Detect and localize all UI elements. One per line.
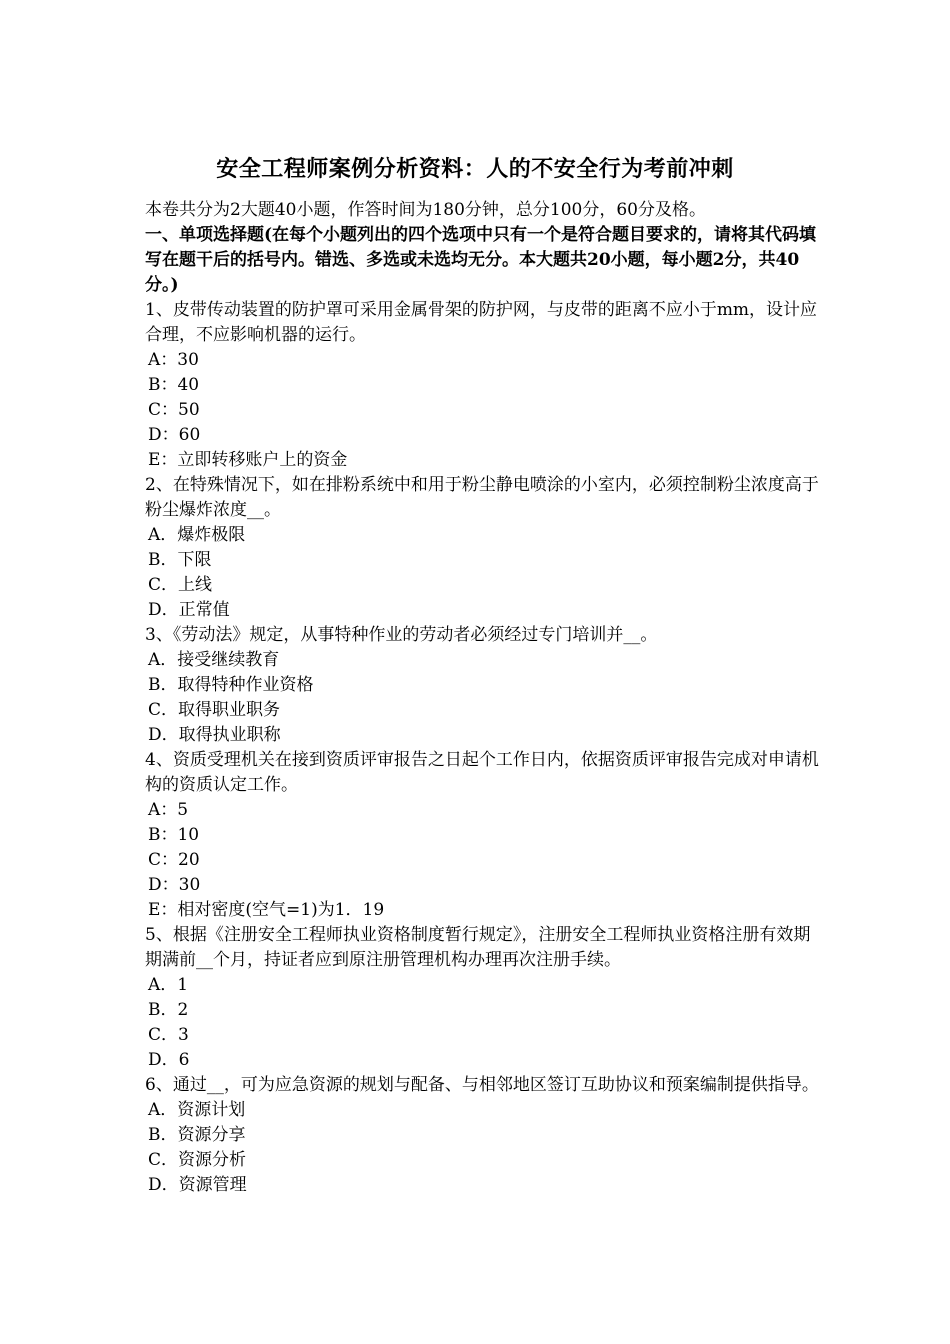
question-6 (145, 1073, 820, 1198)
question-option: D：30 (148, 875, 201, 895)
exam-intro: 本卷共分为2大题40小题，作答时间为180分钟，总分100分，60分及格。 (145, 200, 706, 220)
question-option: C．取得职业职务 (148, 700, 281, 720)
question-option: A．接受继续教育 (148, 650, 280, 670)
question-option: D．资源管理 (148, 1175, 247, 1195)
question-option: C．上线 (148, 575, 213, 595)
question-option: C：50 (148, 400, 200, 420)
document-body (145, 198, 820, 1198)
question-option: B．取得特种作业资格 (148, 675, 314, 695)
question-option: C．资源分析 (148, 1150, 247, 1170)
question-option: C：20 (148, 850, 200, 870)
question-option: D．6 (148, 1050, 190, 1070)
question-option: B：40 (148, 375, 200, 395)
question-2 (145, 473, 820, 623)
question-option: C．3 (148, 1025, 189, 1045)
question-option: A．爆炸极限 (148, 525, 246, 545)
question-option: D．正常值 (148, 600, 230, 620)
question-option: B．下限 (148, 550, 212, 570)
question-stem: 3、《劳动法》规定，从事特种作业的劳动者必须经过专门培训并__。 (145, 625, 658, 645)
question-1 (145, 298, 820, 473)
question-option: D．取得执业职称 (148, 725, 281, 745)
question-stem: 4、资质受理机关在接到资质评审报告之日起个工作日内，依据资质评审报告完成对申请机构的资质认定工作。 (145, 750, 819, 795)
question-option: A：5 (148, 800, 189, 820)
question-option: E：相对密度(空气=1)为1．19 (148, 900, 385, 920)
question-option: A：30 (148, 350, 199, 370)
question-option: B．资源分享 (148, 1125, 246, 1145)
question-option: A．1 (148, 975, 189, 995)
question-stem: 2、在特殊情况下，如在排粉系统中和用于粉尘静电喷涂的小室内，必须控制粉尘浓度高于粉尘爆炸浓度__。 (145, 475, 819, 520)
section-heading: 一、单项选择题(在每个小题列出的四个选项中只有一个是符合题目要求的，请将其代码填写在题干后的括号内。错选、多选或未选均无分。本大题共20小题，每小题2分，共40分。) (145, 225, 817, 295)
question-stem: 1、皮带传动装置的防护罩可采用金属骨架的防护网，与皮带的距离不应小于mm，设计应合理，不应影响机器的运行。 (145, 300, 818, 345)
question-option: B．2 (148, 1000, 189, 1020)
question-option: B：10 (148, 825, 200, 845)
question-stem: 6、通过__，可为应急资源的规划与配备、与相邻地区签订互助协议和预案编制提供指导。 (145, 1075, 819, 1095)
question-3 (145, 623, 820, 748)
question-5 (145, 923, 820, 1073)
question-stem: 5、根据《注册安全工程师执业资格制度暂行规定》，注册安全工程师执业资格注册有效期期满前__个月，持证者应到原注册管理机构办理再次注册手续。 (145, 925, 811, 970)
question-option: D：60 (148, 425, 201, 445)
question-option: A．资源计划 (148, 1100, 246, 1120)
question-4 (145, 748, 820, 923)
question-option: E：立即转移账户上的资金 (148, 450, 348, 470)
document-title: 安全工程师案例分析资料：人的不安全行为考前冲刺 (216, 156, 734, 182)
